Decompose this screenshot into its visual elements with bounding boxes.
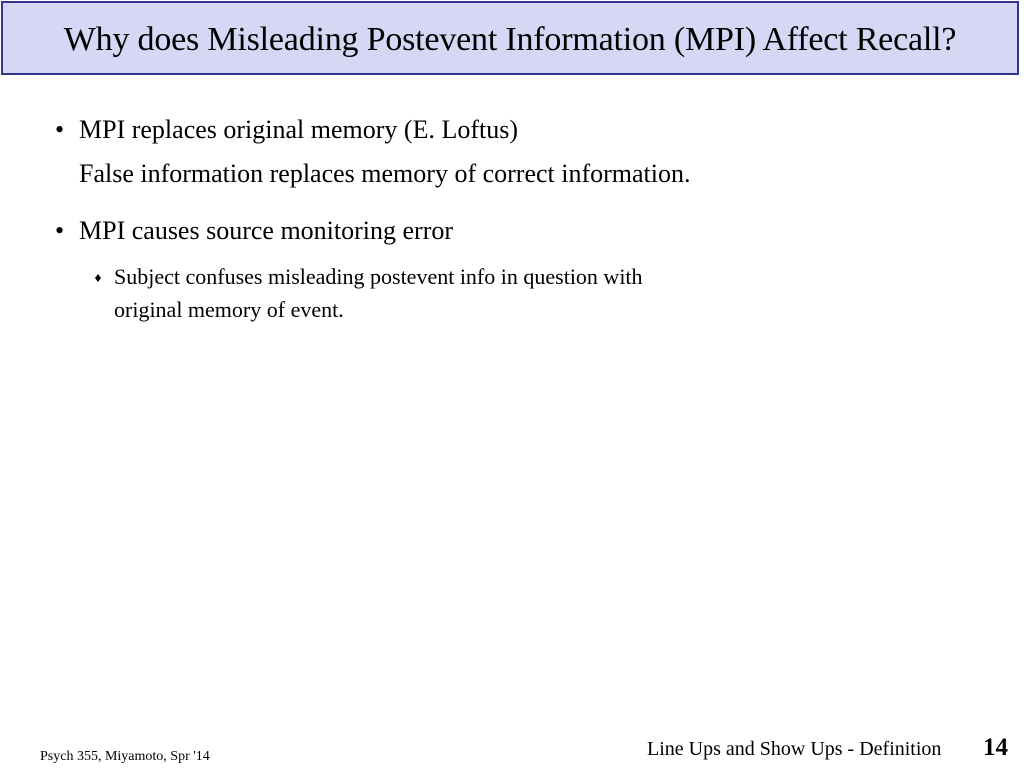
slide-title: Why does Misleading Postevent Information (MPI) Affect Recall?: [63, 20, 957, 58]
small-diamond-bullet-icon: [94, 272, 102, 284]
bullet-continuation: False information replaces memory of correct information.: [79, 159, 691, 188]
footer-section-title: Line Ups and Show Ups - Definition: [647, 738, 942, 760]
bullet-marker: •: [55, 115, 65, 144]
page-number: 14: [983, 734, 1008, 761]
footer-course-label: Psych 355, Miyamoto, Spr '14: [40, 749, 210, 764]
bullet-text: MPI replaces original memory (E. Loftus): [79, 115, 518, 144]
sub-bullet-line-2: original memory of event.: [114, 297, 344, 322]
sub-bullet-line-1: Subject confuses misleading postevent info in question with: [114, 264, 643, 289]
bullet-marker: •: [55, 216, 65, 245]
bullet-text: MPI causes source monitoring error: [79, 216, 454, 245]
